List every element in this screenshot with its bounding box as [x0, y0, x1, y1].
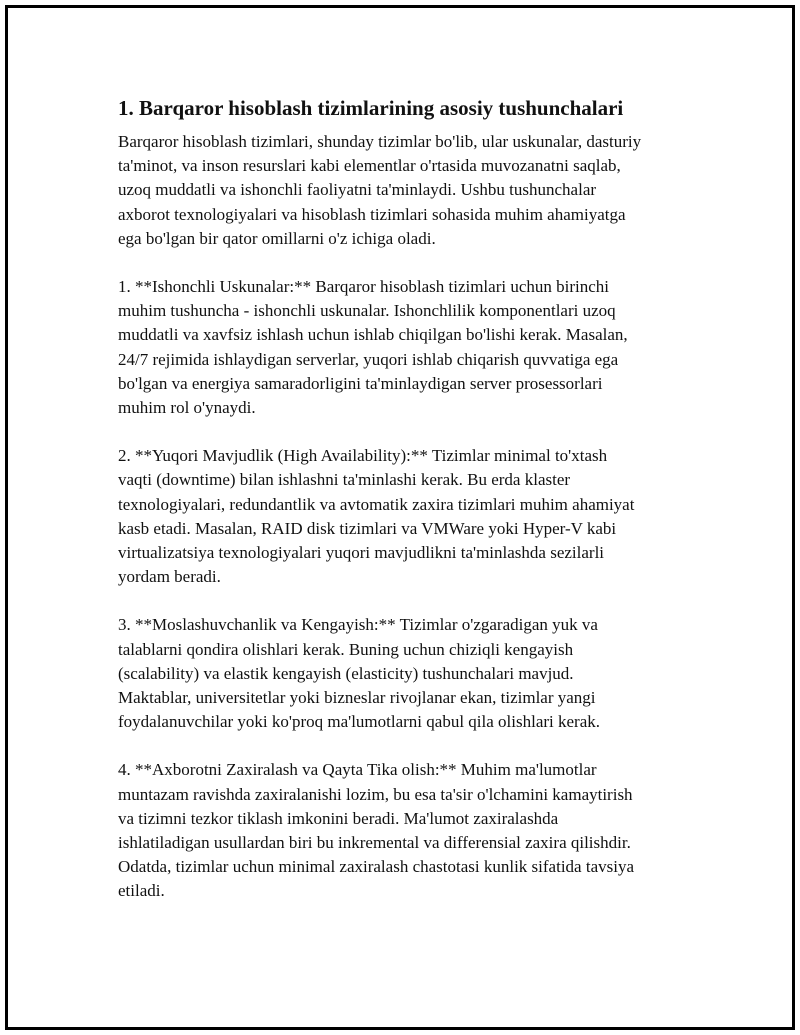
paragraph-backup-recovery: 4. **Axborotni Zaxiralash va Qayta Tika olish:** Muhim ma'lumotlar muntazam ravishda zaxiralanishi lozim, bu esa ta'sir o'lchamini kamaytirish va tizimni tezkor tiklash imkonini beradi. Ma'lumot zaxiralashda ishlatiladigan usullardan biri bu inkremental va differensial zaxira qilishdir. Odatda, tizimlar uchun minimal zaxiralash chastotasi kunlik sifatida tavsiya etiladi. — [118, 760, 634, 901]
paragraph-scalability: 3. **Moslashuvchanlik va Kengayish:** Tizimlar o'zgaradigan yuk va talablarni qondira olishlari kerak. Buning uchun chiziqli kengayish (scalability) va elastik kengayish (elasticity) tushunchalari mavjud. Maktablar, universitetlar yoki bizneslar rivojlanar ekan, tizimlar yangi foydalanuvchilar yoki ko'proq ma'lumotlarni qabul qila olishlari kerak. — [118, 615, 601, 732]
paragraph-high-availability: 2. **Yuqori Mavjudlik (High Availability):** Tizimlar minimal to'xtash vaqti (downtime) bilan ishlashni ta'minlashi kerak. Bu erda klaster texnologiyalari, redundantlik va avtomatik zaxira tizimlari muhim ahamiyat kasb etadi. Masalan, RAID disk tizimlari va VMWare yoki Hyper-V kabi virtualizatsiya texnologiyalari yuqori mavjudlikni ta'minlashda sezilarli yordam beradi. — [118, 446, 635, 587]
document-body — [118, 96, 698, 928]
document-title: 1. Barqaror hisoblash tizimlarining asosiy tushunchalari — [118, 96, 624, 120]
intro-paragraph: Barqaror hisoblash tizimlari, shunday tizimlar bo'lib, ular uskunalar, dasturiy ta'minot, va inson resurslari kabi elementlar o'rtasida muvozanatni saqlab, uzoq muddatli va ishonchli faoliyatni ta'minlaydi. Ushbu tushunchalar axborot texnologiyalari va hisoblash tizimlari sohasida muhim ahamiyatga ega bo'lgan bir qator omillarni o'z ichiga oladi. — [118, 132, 642, 248]
paragraph-reliable-hardware: 1. **Ishonchli Uskunalar:** Barqaror hisoblash tizimlari uchun birinchi muhim tushuncha - ishonchli uskunalar. Ishonchlilik komponentlari uzoq muddatli va xavfsiz ishlash uchun ishlab chiqilgan bo'lishi kerak. Masalan, 24/7 rejimida ishlaydigan serverlar, yuqori ishlab chiqarish quvvatiga ega bo'lgan va energiya samaradorligini ta'minlaydigan server prosessorlari muhim rol o'ynaydi. — [118, 277, 628, 418]
